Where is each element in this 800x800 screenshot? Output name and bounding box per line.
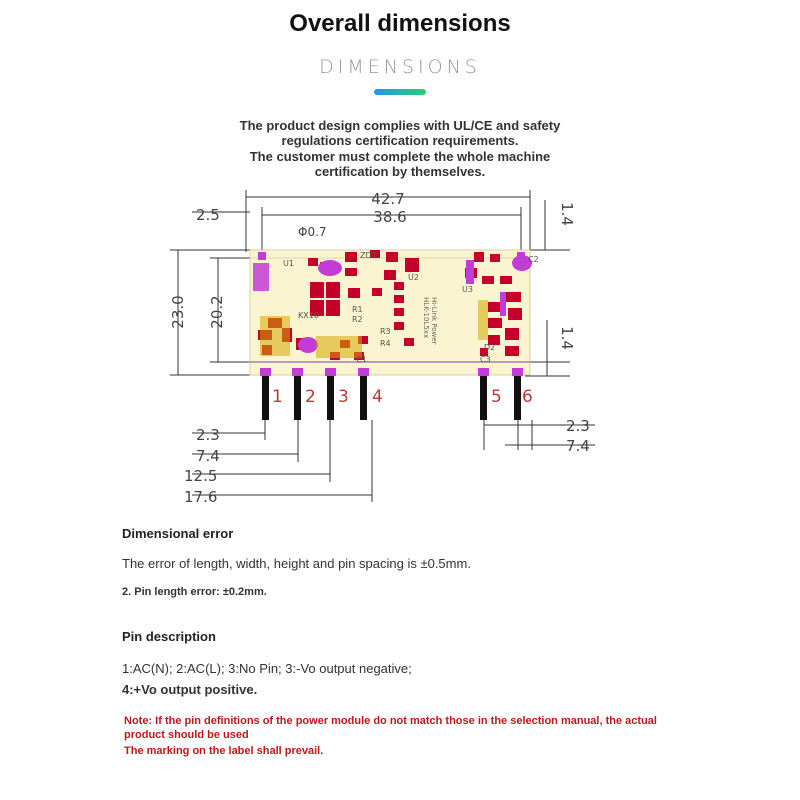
pin-label-1: 1: [272, 387, 283, 407]
dim-total-height: 23.0: [169, 295, 187, 329]
dim-pin-17-6: 17.6: [184, 488, 218, 506]
pin-line-1: 1:AC(N); 2:AC(L); 3:No Pin; 3:-Vo output negative;: [122, 661, 412, 676]
pin-line-2: 4:+Vo output positive.: [122, 682, 258, 697]
note-line-2: The marking on the label shall prevail.: [124, 745, 324, 757]
svg-text:R1: R1: [352, 305, 363, 314]
dim-pin-2-3: 2.3: [196, 426, 220, 444]
error-line-1: The error of length, width, height and pin spacing is ±0.5mm.: [122, 556, 471, 571]
error-heading: Dimensional error: [122, 526, 234, 541]
pin-2: [294, 372, 301, 420]
note-line-1: Note: If the pin definitions of the power module do not match those in the selection manual, the actual product should be used: [124, 715, 657, 741]
page-title: Overall dimensions: [289, 10, 511, 37]
pin-6: [514, 372, 521, 420]
error-line-2: 2. Pin length error: ±0.2mm.: [122, 586, 267, 598]
dim-total-width: 42.7: [371, 190, 405, 208]
svg-text:HLK-10L5xx: HLK-10L5xx: [422, 297, 430, 339]
dim-hole: Φ0.7: [298, 225, 327, 239]
svg-text:R2: R2: [352, 315, 363, 324]
dim-inner-height: 20.2: [208, 295, 226, 329]
cert-line-3: The customer must complete the whole machine: [249, 149, 551, 164]
pin-label-5: 5: [491, 387, 502, 407]
dim-pin-span: 38.6: [373, 208, 407, 226]
svg-text:C1: C1: [356, 355, 367, 364]
svg-text:U3: U3: [462, 285, 473, 294]
pin-5: [480, 372, 487, 420]
svg-text:U1: U1: [283, 259, 294, 268]
dim-left-offset: 2.5: [196, 206, 220, 224]
pin-label-6: 6: [522, 387, 533, 407]
svg-text:U2: U2: [408, 273, 419, 282]
pin-label-3: 3: [338, 387, 349, 407]
cert-line-4: certification by themselves.: [314, 164, 486, 179]
cert-line-2: regulations certification requirements.: [281, 133, 519, 148]
pin-4: [360, 372, 367, 420]
pin-label-4: 4: [372, 387, 383, 407]
pin-3: [327, 372, 334, 420]
pin-label-2: 2: [305, 387, 316, 407]
cert-line-1: The product design complies with UL/CE and safety: [239, 118, 561, 133]
page-subtitle: DIMENSIONS: [319, 56, 481, 78]
svg-text:ZD1: ZD1: [360, 251, 377, 260]
svg-text:Hi-Link Power: Hi-Link Power: [430, 297, 438, 345]
dim-pin-12-5: 12.5: [184, 467, 218, 485]
svg-text:C2: C2: [528, 255, 539, 264]
svg-text:R3: R3: [380, 327, 391, 336]
svg-text:R4: R4: [380, 339, 391, 348]
svg-text:D2: D2: [484, 343, 496, 352]
pin-1: [262, 372, 269, 420]
dim-top-right: 1.4: [558, 202, 576, 226]
svg-text:C3: C3: [480, 355, 491, 364]
mount-hole-left: [258, 252, 266, 260]
dim-right-7-4: 7.4: [566, 437, 590, 455]
dim-pin-7-4: 7.4: [196, 447, 220, 465]
dim-right-lower: 1.4: [558, 326, 576, 350]
svg-text:KX10: KX10: [298, 311, 319, 320]
dim-right-2-3: 2.3: [566, 417, 590, 435]
pin-heading: Pin description: [122, 629, 216, 644]
